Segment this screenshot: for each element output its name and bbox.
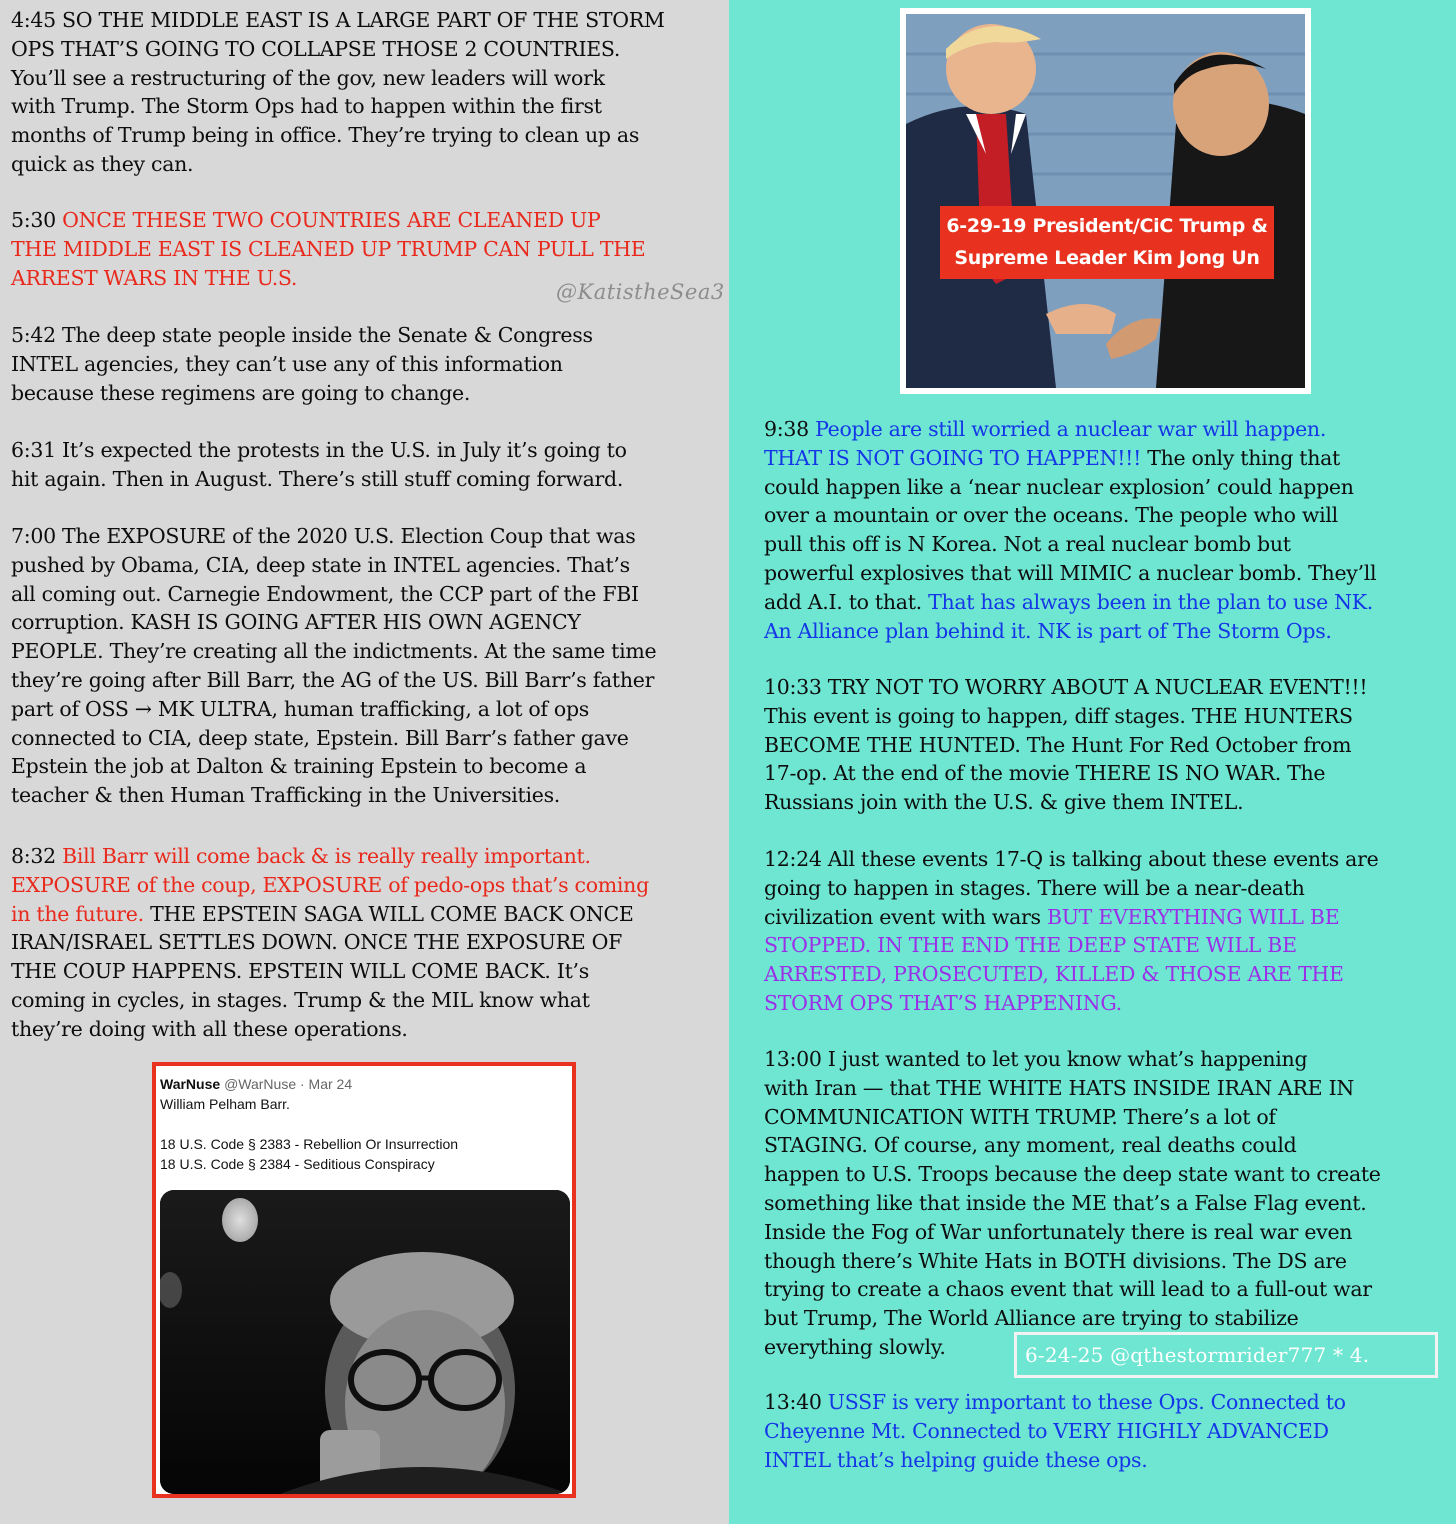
photo-caption (940, 206, 1274, 279)
text-line: everything slowly. (764, 1334, 946, 1359)
portrait-illustration (160, 1190, 570, 1494)
text-line: connected to CIA, deep state, Epstein. Bill Barr’s father gave (11, 725, 629, 750)
text-line: trying to create a chaos event that will lead to a full-out war (764, 1277, 1372, 1302)
highlight-purple: STORM OPS THAT’S HAPPENING. (764, 990, 1122, 1015)
paragraph-13-00 (764, 1045, 1381, 1362)
text-line: because these regimens are going to change. (11, 380, 471, 405)
text-line: BECOME THE HUNTED. The Hunt For Red October from (764, 732, 1352, 757)
text-line: pushed by Obama, CIA, deep state in INTEL agencies. That’s (11, 552, 630, 577)
text-line: pull this off is N Korea. Not a real nuclear bomb but (764, 532, 1291, 557)
text-line: PEOPLE. They’re creating all the indictments. At the same time (11, 639, 657, 664)
text-line: STAGING. Of course, any moment, real deaths could (764, 1133, 1297, 1158)
text-line: hit again. Then in August. There’s still stuff coming forward. (11, 466, 624, 491)
tweet-text (160, 1074, 570, 1174)
text-line: part of OSS → MK ULTRA, human trafficking, a lot of ops (11, 696, 589, 721)
tweet-card (152, 1062, 576, 1498)
text-line: civilization event with wars (764, 904, 1041, 929)
text-line: Epstein the job at Dalton & training Epstein to become a (11, 754, 587, 779)
highlight-blue: Cheyenne Mt. Connected to VERY HIGHLY ADVANCED (764, 1418, 1329, 1443)
paragraph-8-32 (11, 842, 649, 1044)
text-line: going to happen in stages. There will be a near-death (764, 875, 1305, 900)
text-line: with Iran — that THE WHITE HATS INSIDE IRAN ARE IN (764, 1075, 1355, 1100)
text-line: This event is going to happen, diff stages. THE HUNTERS (764, 703, 1353, 728)
text-line: corruption. KASH IS GOING AFTER HIS OWN AGENCY (11, 610, 581, 635)
leaders-photo-frame (900, 8, 1311, 394)
text-line: could happen like a ‘near nuclear explosion’ could happen (764, 474, 1354, 499)
highlight-blue: THAT IS NOT GOING TO HAPPEN!!! (764, 445, 1142, 470)
highlight-blue: An Alliance plan behind it. NK is part of The Storm Ops. (764, 618, 1332, 643)
text-line: THE EPSTEIN SAGA WILL COME BACK ONCE (150, 901, 634, 926)
leaders-photo (906, 14, 1305, 388)
highlight-red: ARREST WARS IN THE U.S. (11, 265, 298, 290)
text-line: 5:42 The deep state people inside the Senate & Congress (11, 323, 593, 347)
text-line: The only thing that (1147, 445, 1340, 470)
paragraph-9-38 (764, 415, 1376, 645)
paragraph-13-40 (764, 1388, 1346, 1474)
text-line: quick as they can. (11, 151, 194, 176)
text-line: OPS THAT’S GOING TO COLLAPSE THOSE 2 COUNTRIES. (11, 36, 621, 61)
caption-line: Supreme Leader Kim Jong Un (954, 247, 1260, 269)
paragraph-12-24 (764, 845, 1378, 1018)
text-line: Inside the Fog of War unfortunately there is real war even (764, 1219, 1353, 1244)
text-line: they’re going after Bill Barr, the AG of the US. Bill Barr’s father (11, 667, 655, 692)
text-line: powerful explosives that will MIMIC a nuclear bomb. They’ll (764, 560, 1377, 585)
portrait-photo (160, 1190, 570, 1494)
text-line: all coming out. Carnegie Endowment, the CCP part of the FBI (11, 581, 639, 606)
text-line: coming in cycles, in stages. Trump & the MIL know what (11, 987, 590, 1012)
paragraph-5-42 (11, 321, 593, 407)
highlight-red: ONCE THESE TWO COUNTRIES ARE CLEANED UP (62, 208, 601, 232)
highlight-red: THE MIDDLE EAST IS CLEANED UP TRUMP CAN PULL THE (11, 236, 646, 261)
text-line: You’ll see a restructuring of the gov, new leaders will work (11, 65, 605, 90)
tweet-line: 18 U.S. Code § 2383 - Rebellion Or Insurrection (160, 1136, 459, 1152)
highlight-blue: INTEL that’s helping guide these ops. (764, 1447, 1148, 1472)
text-line: 10:33 TRY NOT TO WORRY ABOUT A NUCLEAR EVENT!!! (764, 675, 1368, 699)
timestamp: 9:38 (764, 417, 809, 441)
highlight-purple: STOPPED. IN THE END THE DEEP STATE WILL BE (764, 933, 1297, 958)
tweet-author: WarNuse (160, 1076, 221, 1092)
highlight-purple: ARRESTED, PROSECUTED, KILLED & THOSE ARE THE (764, 962, 1344, 987)
text-line: 17-op. At the end of the movie THERE IS NO WAR. The (764, 761, 1326, 786)
highlight-purple: BUT EVERYTHING WILL BE (1046, 904, 1340, 929)
paragraph-7-00 (11, 522, 656, 810)
highlight-red: EXPOSURE of the coup, EXPOSURE of pedo-ops that’s coming (11, 872, 649, 897)
text-line: add A.I. to that. (764, 589, 922, 614)
tweet-line: William Pelham Barr. (160, 1096, 290, 1112)
text-line: they’re doing with all these operations. (11, 1016, 408, 1041)
text-line: with Trump. The Storm Ops had to happen within the first (11, 94, 602, 119)
highlight-red: Bill Barr will come back & is really really important. (62, 844, 591, 868)
timestamp: 13:40 (764, 1390, 822, 1414)
watermark: @KatistheSea3 (556, 280, 725, 304)
leaders-illustration (906, 14, 1305, 388)
text-line: 4:45 SO THE MIDDLE EAST IS A LARGE PART OF THE STORM (11, 8, 665, 32)
text-line: 6:31 It’s expected the protests in the U.S. in July it’s going to (11, 438, 627, 462)
text-line: Russians join with the U.S. & give them INTEL. (764, 790, 1244, 815)
paragraph-4-45 (11, 6, 665, 179)
text-line: but Trump, The World Alliance are trying to stabilize (764, 1306, 1299, 1331)
timestamp: 8:32 (11, 844, 56, 868)
text-line: THE COUP HAPPENS. EPSTEIN WILL COME BACK. It’s (11, 959, 589, 984)
timestamp: 5:30 (11, 208, 56, 232)
text-line: something like that inside the ME that’s a False Flag event. (764, 1190, 1367, 1215)
highlight-blue: That has always been in the plan to use NK. (928, 589, 1373, 614)
text-line: IRAN/ISRAEL SETTLES DOWN. ONCE THE EXPOSURE OF (11, 930, 623, 955)
highlight-blue: People are still worried a nuclear war will happen. (815, 417, 1327, 441)
tweet-line: 18 U.S. Code § 2384 - Seditious Conspiracy (160, 1156, 435, 1172)
text-line: 7:00 The EXPOSURE of the 2020 U.S. Election Coup that was (11, 524, 636, 548)
tweet-handle: @WarNuse · Mar 24 (224, 1076, 353, 1092)
paragraph-6-31 (11, 436, 627, 494)
text-line: over a mountain or over the oceans. The people who will (764, 503, 1338, 528)
caption-line: 6-29-19 President/CiC Trump & (946, 215, 1268, 237)
text-line: though there’s White Hats in BOTH divisions. The DS are (764, 1248, 1347, 1273)
text-line: happen to U.S. Troops because the deep state want to create (764, 1162, 1381, 1187)
text-line: INTEL agencies, they can’t use any of this information (11, 351, 563, 376)
text-line: 12:24 All these events 17-Q is talking about these events are (764, 847, 1379, 871)
text-line: COMMUNICATION WITH TRUMP. There’s a lot of (764, 1104, 1276, 1129)
highlight-blue: USSF is very important to these Ops. Connected to (827, 1390, 1346, 1414)
paragraph-5-30 (11, 206, 645, 292)
highlight-red: in the future. (11, 901, 144, 926)
source-stamp: 6-24-25 @qthestormrider777 * 4. (1014, 1332, 1438, 1378)
text-line: months of Trump being in office. They’re trying to clean up as (11, 123, 640, 148)
paragraph-10-33 (764, 673, 1367, 817)
text-line: 13:00 I just wanted to let you know what’s happening (764, 1047, 1308, 1071)
text-line: teacher & then Human Trafficking in the Universities. (11, 783, 561, 808)
